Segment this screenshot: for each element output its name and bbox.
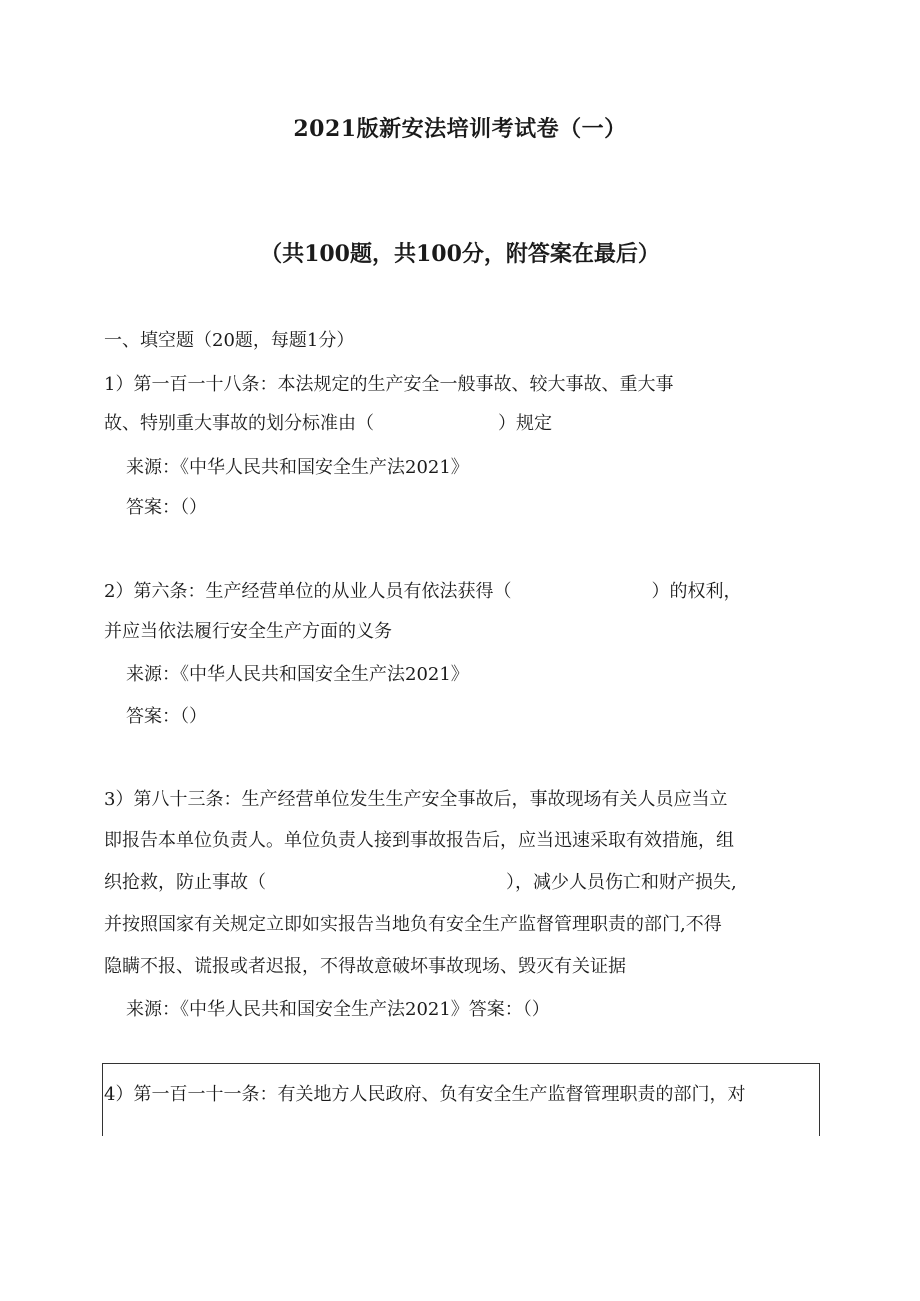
question-3-line-1: 3）第八十三条：生产经营单位发生生产安全事故后，事故现场有关人员应当立: [104, 789, 728, 810]
question-3-line-4: 并按照国家有关规定立即如实报告当地负有安全生产监督管理职责的部门,不得: [104, 914, 722, 935]
question-2-answer: 答案：（）: [126, 706, 207, 727]
question-1-source: 来源：《中华人民共和国安全生产法2021》: [126, 457, 469, 478]
page-subtitle: （共100题，共100分，附答案在最后）: [260, 241, 660, 267]
question-2-source: 来源：《中华人民共和国安全生产法2021》: [126, 664, 469, 685]
question-3-source-answer: 来源：《中华人民共和国安全生产法2021》答案：（）: [126, 999, 550, 1020]
question-3-text-before-blank: 织抢救，防止事故（: [104, 872, 266, 893]
question-3-line-5: 隐瞒不报、谎报或者迟报，不得故意破坏事故现场、毁灭有关证据: [104, 956, 626, 977]
question-2-line-2: 并应当依法履行安全生产方面的义务: [104, 621, 392, 642]
section-heading: 一、填空题（20题，每题1分）: [104, 330, 355, 351]
question-3-line-3: [104, 871, 737, 895]
question-1-answer: 答案：（）: [126, 497, 207, 518]
question-2-line-1: [104, 580, 741, 604]
question-2-text-before-blank: 2）第六条：生产经营单位的从业人员有依法获得（: [104, 581, 512, 602]
question-3-line-2: 即报告本单位负责人。单位负责人接到事故报告后，应当迅速采取有效措施，组: [104, 830, 734, 851]
question-2-text-after-blank: ）的权利，: [651, 581, 742, 602]
question-1-text-after-blank: ）规定: [498, 413, 552, 434]
question-1-text-before-blank: 故、特别重大事故的划分标准由（: [104, 413, 374, 434]
question-3-text-after-blank: ），减少人员伤亡和财产损失,: [506, 872, 737, 893]
question-4-line-1: 4）第一百一十一条：有关地方人民政府、负有安全生产监督管理职责的部门，对: [104, 1084, 746, 1105]
question-1-line-1: 1）第一百一十八条：本法规定的生产安全一般事故、较大事故、重大事: [104, 374, 674, 395]
page-title: 2021版新安法培训考试卷（一）: [293, 116, 627, 142]
question-1-line-2: [104, 412, 552, 436]
